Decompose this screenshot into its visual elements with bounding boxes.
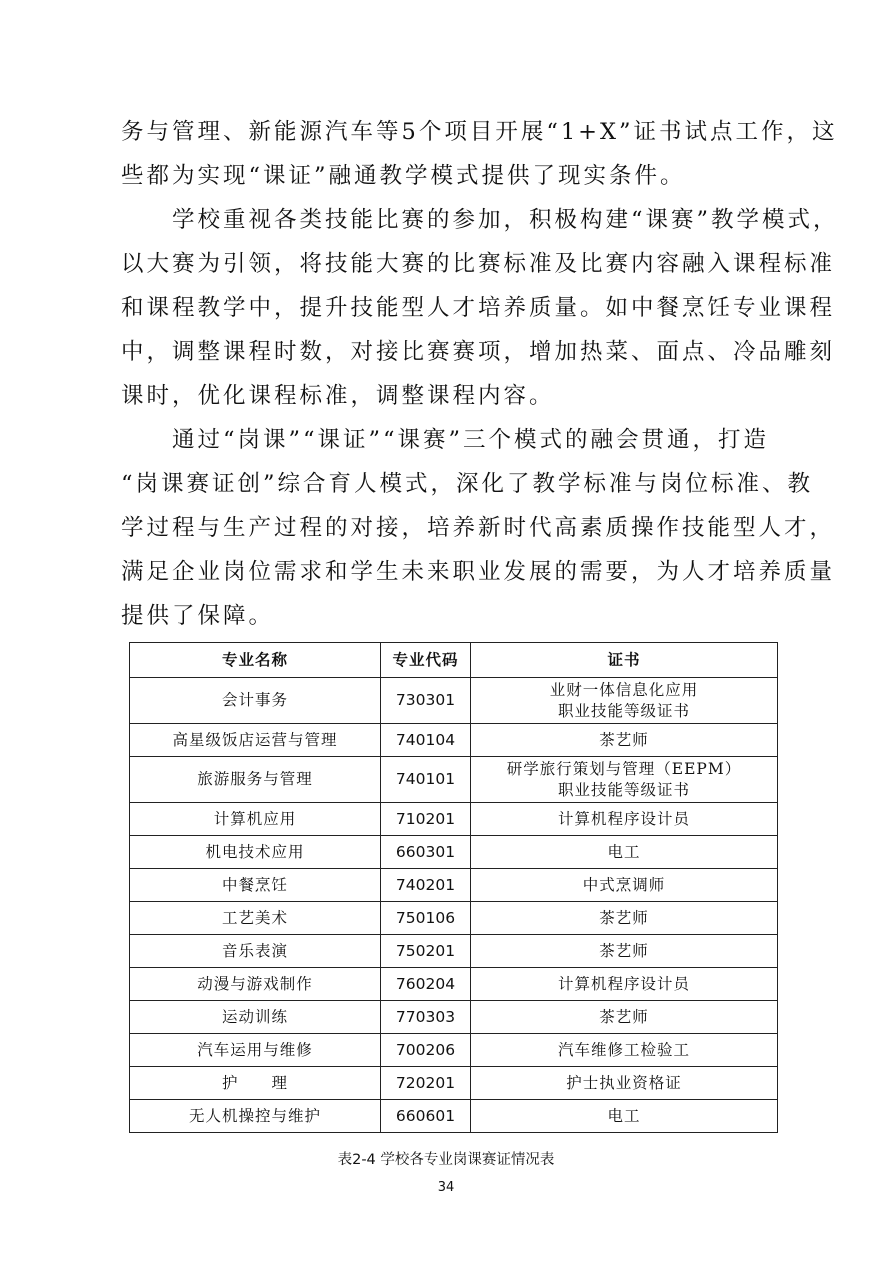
paragraph-line: 中，调整课程时数，对接比赛赛项，增加热菜、面点、冷品雕刻 [121,339,836,365]
major-code-cell: 750201 [381,935,471,968]
certificate-cell [471,678,778,724]
major-name-cell: 机电技术应用 [130,836,381,869]
major-code-cell: 740101 [381,757,471,803]
major-code-cell: 730301 [381,678,471,724]
major-code-cell: 740201 [381,869,471,902]
major-code-cell: 740104 [381,724,471,757]
certificate-line: 研学旅行策划与管理（EEPM） [506,759,742,778]
page-number: 34 [437,1180,455,1195]
table-row [130,678,778,724]
paragraph-line: 通过“岗课”“课证”“课赛”三个模式的融会贯通，打造 [121,427,770,453]
major-code-cell: 710201 [381,803,471,836]
certificate-cell: 中式烹调师 [471,869,778,902]
paragraph-line: 满足企业岗位需求和学生未来职业发展的需要，为人才培养质量 [121,559,836,585]
certificate-cell: 电工 [471,836,778,869]
major-name-cell: 动漫与游戏制作 [130,968,381,1001]
certificate-table-container [129,642,777,1133]
paragraph-2 [121,198,839,418]
major-code-cell: 660601 [381,1100,471,1133]
major-name-cell: 汽车运用与维修 [130,1034,381,1067]
certificate-cell: 茶艺师 [471,724,778,757]
paragraph-line: 务与管理、新能源汽车等5个项目开展“1+X”证书试点工作，这 [121,119,838,145]
certificate-cell: 计算机程序设计员 [471,803,778,836]
major-code-cell: 660301 [381,836,471,869]
major-code-cell: 700206 [381,1034,471,1067]
paragraph-line: 课时，优化课程标准，调整课程内容。 [121,383,555,409]
table-row [130,1001,778,1034]
major-code-cell: 750106 [381,902,471,935]
major-name-cell: 会计事务 [130,678,381,724]
paragraph-line: “岗课赛证创”综合育人模式，深化了教学标准与岗位标准、教 [121,471,814,497]
paragraph-line: 些都为实现“课证”融通教学模式提供了现实条件。 [121,163,686,189]
table-row [130,757,778,803]
major-code-cell: 760204 [381,968,471,1001]
major-name-cell: 护 理 [130,1067,381,1100]
major-name-cell: 音乐表演 [130,935,381,968]
major-name-cell: 高星级饭店运营与管理 [130,724,381,757]
certificate-cell: 茶艺师 [471,902,778,935]
paragraph-line: 学过程与生产过程的对接，培养新时代高素质操作技能型人才， [121,515,836,541]
table-caption: 表2-4 学校各专业岗课赛证情况表 [337,1152,555,1168]
table-row [130,968,778,1001]
certificate-line: 职业技能等级证书 [557,701,690,720]
paragraph-line: 学校重视各类技能比赛的参加，积极构建“课赛”教学模式， [121,207,839,233]
paragraph-3 [121,418,836,638]
table-row [130,836,778,869]
table-row [130,724,778,757]
table-row [130,1067,778,1100]
paragraph-line: 提供了保障。 [121,603,275,629]
table-header-row [130,643,778,678]
major-name-cell: 运动训练 [130,1001,381,1034]
paragraph-line: 以大赛为引领，将技能大赛的比赛标准及比赛内容融入课程标准 [121,251,836,277]
table-row [130,869,778,902]
certificate-cell: 茶艺师 [471,935,778,968]
header-certificate: 证书 [471,643,778,678]
certificate-line: 职业技能等级证书 [557,780,690,799]
major-code-cell: 720201 [381,1067,471,1100]
certificate-cell: 汽车维修工检验工 [471,1034,778,1067]
table-row [130,1100,778,1133]
table-row [130,1034,778,1067]
certificate-table [129,642,778,1133]
major-name-cell: 计算机应用 [130,803,381,836]
table-row [130,935,778,968]
header-major-name: 专业名称 [130,643,381,678]
table-row [130,803,778,836]
certificate-cell [471,757,778,803]
certificate-cell: 茶艺师 [471,1001,778,1034]
major-name-cell: 工艺美术 [130,902,381,935]
certificate-cell: 护士执业资格证 [471,1067,778,1100]
paragraph-1 [121,110,838,198]
paragraph-line: 和课程教学中，提升技能型人才培养质量。如中餐烹饪专业课程 [121,295,836,321]
certificate-cell: 电工 [471,1100,778,1133]
certificate-line: 业财一体信息化应用 [549,680,699,699]
header-major-code: 专业代码 [381,643,471,678]
major-name-cell: 无人机操控与维护 [130,1100,381,1133]
major-name-cell: 中餐烹饪 [130,869,381,902]
table-row [130,902,778,935]
major-code-cell: 770303 [381,1001,471,1034]
certificate-cell: 计算机程序设计员 [471,968,778,1001]
major-name-cell: 旅游服务与管理 [130,757,381,803]
